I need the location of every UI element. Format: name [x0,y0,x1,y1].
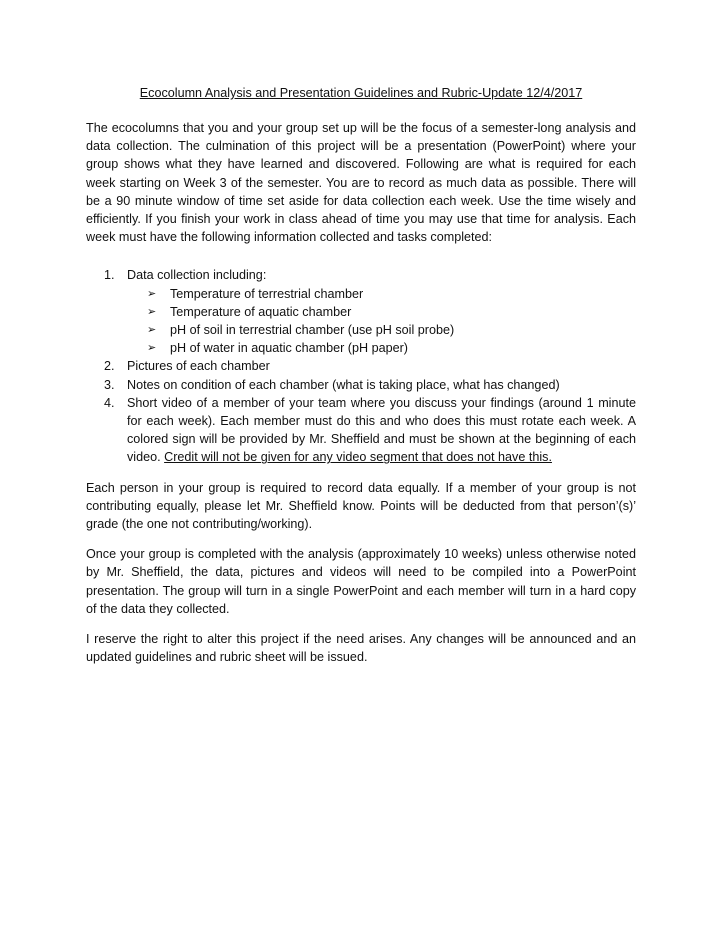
list-number: 3. [104,377,115,392]
arrow-bullet-icon: ➢ [147,305,157,318]
list-item-text: Short video of a member of your team where you discuss your findings (around 1 minute for each week). Each member must do this and who does this must rotate each week. A colored sign will be provided by Mr. Sheffield and must be shown at the beginning of each video. [127,395,636,465]
requirements-list [86,266,636,466]
list-item [86,266,636,357]
data-collection-sublist [127,285,636,358]
sublist-item [127,339,636,357]
arrow-bullet-icon: ➢ [147,342,157,355]
sublist-item [127,321,636,339]
presentation-paragraph: Once your group is completed with the analysis (approximately 10 weeks) unless otherwise noted by Mr. Sheffield, the data, pictures and videos will need to be compiled into a PowerPoint presentation. The group will turn in a single PowerPoint and each member will turn in a hard copy of the data they collected. [86,547,636,616]
list-number: 1. [104,268,115,283]
list-number: 2. [104,359,115,374]
list-number: 4. [104,395,115,410]
list-item [86,394,636,467]
credit-warning-text: Credit will not be given for any video segment that does not have this. [164,450,552,465]
sublist-item-text: Temperature of terrestrial chamber [170,286,364,301]
list-item-text: Pictures of each chamber [127,359,270,374]
sublist-item-text: pH of water in aquatic chamber (pH paper) [170,341,408,356]
arrow-bullet-icon: ➢ [147,324,157,337]
intro-paragraph: The ecocolumns that you and your group set up will be the focus of a semester-long analysis and data collection. The culmination of this project will be a presentation (PowerPoint) where your group shows what they have learned and discovered. Following are what is required for each week starting on Week 3 of the semester. You are to record as much data as possible. There will be a 90 minute window of time set aside for data collection each week. Use the time wisely and efficiently. If you finish your work in class ahead of time you may use that time for analysis. Each week must have the following information collected and tasks completed: [86,121,636,245]
list-item-text: Notes on condition of each chamber (what is taking place, what has changed) [127,377,560,392]
equal-participation-paragraph: Each person in your group is required to record data equally. If a member of your group is not contributing equally, please let Mr. Sheffield know. Points will be deducted from that person’(s)’ grade (the one not contributing/working). [86,480,636,532]
reserve-right-paragraph: I reserve the right to alter this project if the need arises. Any changes will be announced and an updated guidelines and rubric sheet will be issued. [86,632,636,665]
arrow-bullet-icon: ➢ [147,287,157,300]
sublist-item-text: Temperature of aquatic chamber [170,304,352,319]
list-item-text: Data collection including: [127,268,267,283]
list-item [86,376,636,394]
document-title: Ecocolumn Analysis and Presentation Guidelines and Rubric-Update 12/4/2017 [139,86,583,100]
sublist-item [127,303,636,321]
sublist-item-text: pH of soil in terrestrial chamber (use pH soil probe) [170,323,455,338]
sublist-item [127,285,636,303]
list-item [86,357,636,375]
